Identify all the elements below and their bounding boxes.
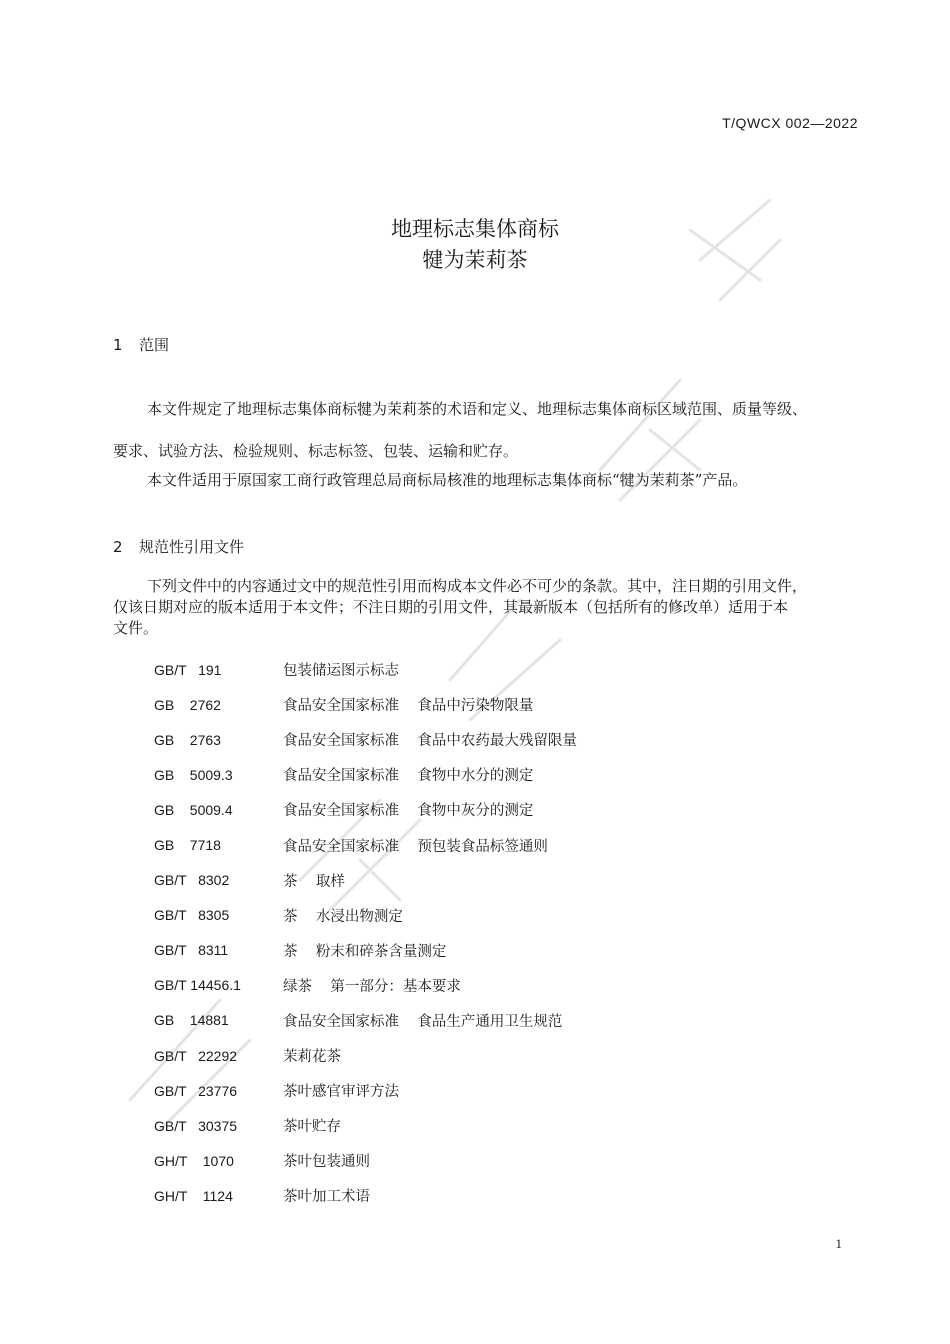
section-1-para-1-line-2: 要求、试验方法、检验规则、标志标签、包装、运输和贮存。 <box>113 442 519 460</box>
reference-item <box>154 792 577 827</box>
reference-title: 茶 取样 <box>283 873 345 890</box>
reference-title: 茶叶加工术语 <box>283 1189 370 1206</box>
title-line-1: 地理标志集体商标 <box>391 217 559 241</box>
section-1-number: 1 <box>113 336 123 354</box>
section-1-para-1-line-1: 本文件规定了地理标志集体商标犍为茉莉茶的术语和定义、地理标志集体商标区域范围、质量等级、 <box>147 400 808 418</box>
reference-item <box>154 1003 577 1038</box>
reference-code: GB 5009.4 <box>154 801 233 818</box>
reference-item <box>154 1178 577 1213</box>
reference-code: GB/T 8302 <box>154 872 230 889</box>
reference-title: 包装储运图示标志 <box>283 663 399 680</box>
section-1-title: 范围 <box>139 336 170 354</box>
section-2-intro-line-1: 下列文件中的内容通过文中的规范性引用而构成本文件必不可少的条款。其中，注日期的引用文件， <box>147 577 808 595</box>
reference-code: GB 14881 <box>154 1012 229 1029</box>
reference-item <box>154 968 577 1003</box>
reference-code: GB/T 8305 <box>154 907 230 924</box>
reference-code: GB/T 191 <box>154 661 222 678</box>
reference-item <box>154 863 577 898</box>
document-id: T/QWCX 002—2022 <box>722 115 858 131</box>
reference-title: 食品安全国家标准 食物中灰分的测定 <box>283 803 534 820</box>
reference-code: GB/T 22292 <box>154 1047 238 1064</box>
section-2-heading <box>113 536 244 557</box>
reference-code: GB 2762 <box>154 696 221 713</box>
reference-title: 茶 水浸出物测定 <box>283 908 403 925</box>
reference-title: 食品安全国家标准 预包装食品标签通则 <box>283 838 548 855</box>
document-title <box>0 214 950 276</box>
title-line-2: 犍为茉莉茶 <box>422 248 528 272</box>
reference-item <box>154 687 577 722</box>
reference-title: 食品安全国家标准 食品中污染物限量 <box>283 698 534 715</box>
reference-item <box>154 722 577 757</box>
section-1-paragraph-2 <box>113 469 861 491</box>
reference-item <box>154 898 577 933</box>
section-2-title: 规范性引用文件 <box>139 538 245 556</box>
section-2-number: 2 <box>113 538 123 556</box>
reference-title: 茶叶感官审评方法 <box>283 1084 399 1101</box>
reference-code: GB/T 14456.1 <box>154 977 241 994</box>
reference-item <box>154 933 577 968</box>
reference-title: 食品安全国家标准 食物中水分的测定 <box>283 768 534 785</box>
reference-code: GB 2763 <box>154 731 221 748</box>
reference-code: GB 7718 <box>154 837 221 854</box>
reference-item <box>154 652 577 687</box>
reference-item <box>154 1108 577 1143</box>
section-1-heading <box>113 334 169 355</box>
reference-title: 茶叶贮存 <box>283 1119 341 1136</box>
section-1-para-2: 本文件适用于原国家工商行政管理总局商标局核准的地理标志集体商标“犍为茉莉茶”产品。 <box>147 471 748 489</box>
reference-code: GH/T 1070 <box>154 1152 234 1169</box>
reference-list <box>154 652 577 1214</box>
reference-title: 绿茶 第一部分：基本要求 <box>283 978 461 995</box>
reference-title: 茉莉花茶 <box>283 1049 341 1066</box>
reference-item <box>154 1073 577 1108</box>
reference-code: GB/T 30375 <box>154 1117 238 1134</box>
section-2-intro-line-3: 文件。 <box>113 619 159 637</box>
reference-title: 食品安全国家标准 食品生产通用卫生规范 <box>283 1013 563 1030</box>
reference-code: GH/T 1124 <box>154 1187 233 1204</box>
reference-item <box>154 1038 577 1073</box>
page-number: 1 <box>835 1236 842 1251</box>
section-2-intro <box>113 576 861 639</box>
reference-item <box>154 757 577 792</box>
reference-item <box>154 1143 577 1178</box>
reference-code: GB/T 23776 <box>154 1082 238 1099</box>
reference-title: 茶 粉末和碎茶含量测定 <box>283 943 447 960</box>
reference-title: 茶叶包装通则 <box>283 1154 370 1171</box>
reference-title: 食品安全国家标准 食品中农药最大残留限量 <box>283 733 577 750</box>
reference-code: GB 5009.3 <box>154 766 233 783</box>
reference-item <box>154 827 577 862</box>
section-2-intro-line-2: 仅该日期对应的版本适用于本文件；不注日期的引用文件，其最新版本（包括所有的修改单）适用于本 <box>113 598 789 616</box>
section-1-paragraph-1 <box>113 388 861 472</box>
reference-code: GB/T 8311 <box>154 942 229 959</box>
